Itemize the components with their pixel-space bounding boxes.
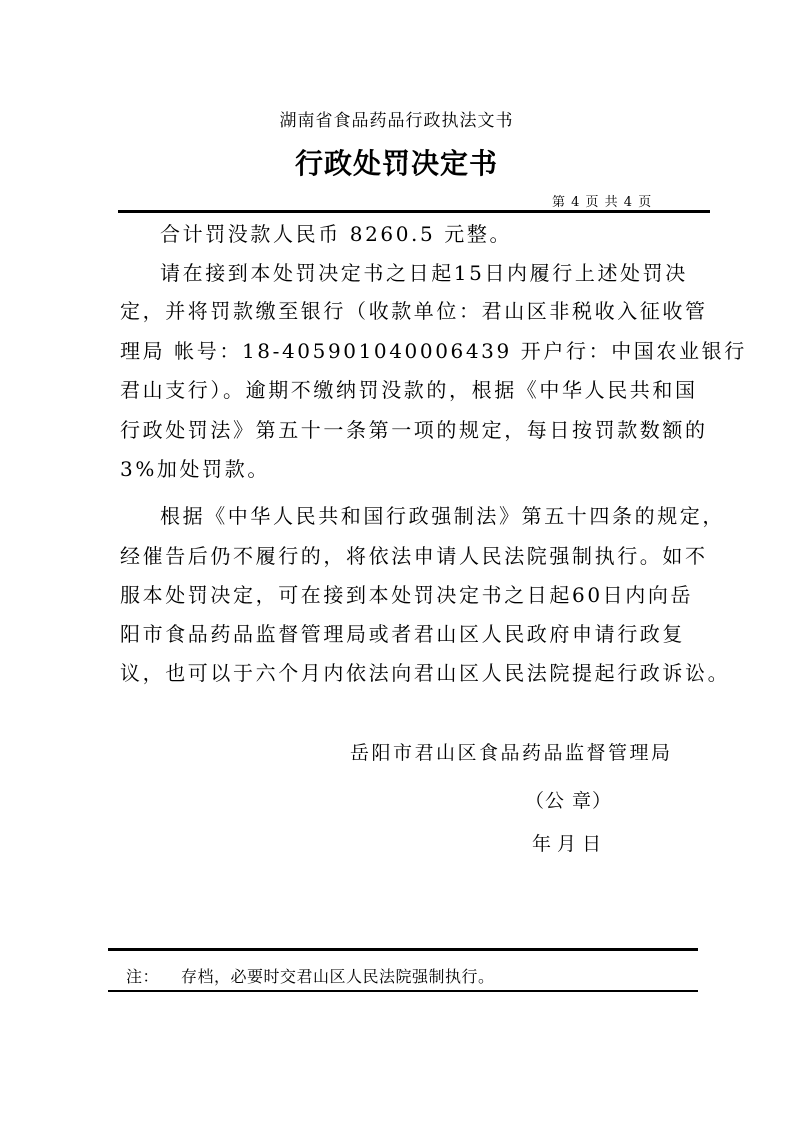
body-line: 服本处罚决定，可在接到本处罚决定书之日起60日内向岳 [120, 583, 694, 607]
body-line: 合计罚没款人民币 8260.5 元整。 [160, 222, 513, 246]
body-line: 行政处罚法》第五十一条第一项的规定，每日按罚款数额的 [120, 418, 708, 442]
issuing-authority: 岳阳市君山区食品药品监督管理局 [350, 742, 673, 764]
date-line: 年 月 日 [532, 833, 602, 855]
header-org: 湖南省食品药品行政执法文书 [279, 111, 514, 131]
body-line: 阳市食品药品监督管理局或者君山区人民政府申请行政复 [120, 622, 685, 646]
header-rule [118, 210, 710, 213]
official-seal-placeholder: （公 章） [525, 790, 613, 812]
page-info: 第 4 页 共 4 页 [552, 195, 653, 210]
body-line: 定，并将罚款缴至银行（收款单位：君山区非税收入征收管 [120, 299, 708, 323]
body-line: 议，也可以于六个月内依法向君山区人民法院提起行政诉讼。 [120, 661, 731, 685]
body-line: 请在接到本处罚决定书之日起15日内履行上述处罚决 [160, 261, 688, 285]
body-line: 经催告后仍不履行的，将依法申请人民法院强制执行。如不 [120, 544, 708, 568]
note-rule-top [108, 948, 698, 951]
body-line: 3%加处罚款。 [120, 457, 270, 481]
body-line: 根据《中华人民共和国行政强制法》第五十四条的规定， [160, 504, 725, 528]
footnote-text: 存档，必要时交君山区人民法院强制执行。 [181, 967, 495, 986]
document-title: 行政处罚决定书 [294, 147, 498, 180]
footnote [126, 964, 495, 987]
footnote-label: 注： [126, 967, 160, 986]
note-rule-bottom [108, 990, 698, 992]
body-line: 君山支行）。逾期不缴纳罚没款的，根据《中华人民共和国 [120, 378, 698, 402]
body-line: 理局 帐号：18-405901040006439 开户行：中国农业银行 [120, 339, 747, 363]
